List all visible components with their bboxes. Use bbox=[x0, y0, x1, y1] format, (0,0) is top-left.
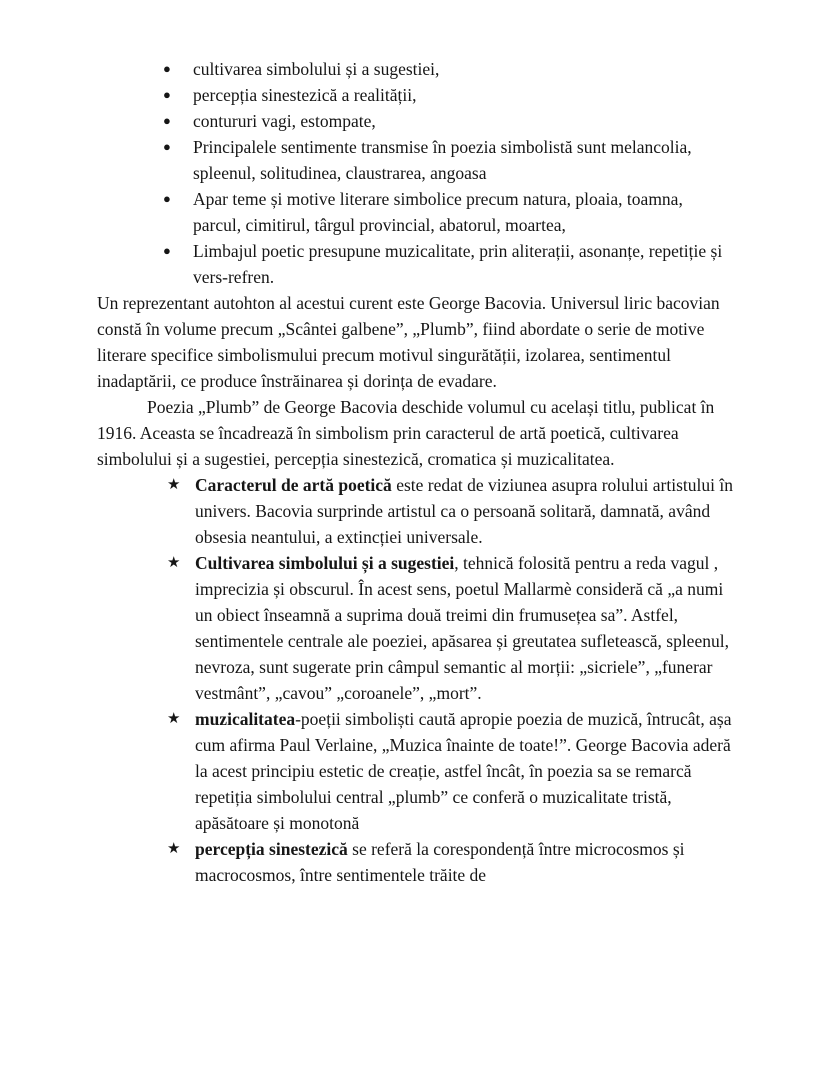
star-item-text bbox=[195, 550, 734, 706]
star-item-lead: percepția sinestezică bbox=[195, 839, 348, 859]
list-item bbox=[163, 56, 734, 82]
bullet-icon: ● bbox=[163, 87, 171, 102]
bullet-icon: ● bbox=[163, 243, 171, 258]
bullet-icon: ● bbox=[163, 139, 171, 154]
list-item bbox=[163, 238, 734, 290]
star-item-text bbox=[195, 836, 734, 888]
star-icon: ★ bbox=[167, 477, 181, 493]
bullet-icon: ● bbox=[163, 191, 171, 206]
bullet-item-text: Limbajul poetic presupune muzicalitate, prin aliterații, asonanțe, repetiție și vers-refren. bbox=[193, 241, 723, 287]
list-item bbox=[163, 82, 734, 108]
star-icon: ★ bbox=[167, 711, 181, 727]
star-item-lead: muzicalitatea bbox=[195, 709, 296, 729]
list-item bbox=[167, 550, 734, 706]
list-item bbox=[163, 186, 734, 238]
star-item-text bbox=[195, 706, 734, 836]
bullet-item-text: Apar teme și motive literare simbolice precum natura, ploaia, toamna, parcul, cimitirul, târgul provincial, abatorul, moartea, bbox=[193, 189, 683, 235]
bullet-item-text: contururi vagi, estompate, bbox=[193, 111, 376, 131]
star-icon: ★ bbox=[167, 555, 181, 571]
star-icon: ★ bbox=[167, 841, 181, 857]
list-item bbox=[167, 836, 734, 888]
star-item-rest: se referă la corespondență între microcosmos și macrocosmos, între sentimentele trăite de bbox=[195, 839, 685, 885]
star-item-rest: , tehnică folosită pentru a reda vagul , imprecizia și obscurul. În acest sens, poetul Mallarmè consideră că „a numi un obiect înseamnă a suprima două treimi din frumusețea sa”. Astfel, sentimentele centrale ale poeziei, apăsarea și greutatea sufletească, spleenul, nevroza, sunt sugerate prin câmpul semantic al morții: „sicriele”, „funerar vestmânt”, „cavou” „coroanele”, „mort”. bbox=[195, 553, 729, 703]
bullet-item-text: cultivarea simbolului și a sugestiei, bbox=[193, 59, 440, 79]
bullet-icon: ● bbox=[163, 61, 171, 76]
star-item-lead: Cultivarea simbolului și a sugestiei bbox=[195, 553, 455, 573]
bullet-list bbox=[97, 56, 734, 290]
list-item bbox=[167, 472, 734, 550]
list-item bbox=[167, 706, 734, 836]
list-item bbox=[163, 134, 734, 186]
star-item-rest: -poeții simboliști caută apropie poezia de muzică, întrucât, așa cum afirma Paul Verlaine, „Muzica înainte de toate!”. George Bacovia aderă la acest principiu estetic de creație, astfel încât, în poezia sa se remarcă repetiția simbolului central „plumb” ce conferă o muzicalitate tristă, apăsătoare și monotonă bbox=[195, 709, 732, 833]
star-item-lead: Caracterul de artă poetică bbox=[195, 475, 392, 495]
star-item-text bbox=[195, 472, 734, 550]
paragraph-plumb-intro: Poezia „Plumb” de George Bacovia deschide volumul cu același titlu, publicat în 1916. Aceasta se încadrează în simbolism prin caracterul de artă poetică, cultivarea simbolului și a sugestiei, percepția sinestezică, cromatica și muzicalitatea. bbox=[97, 397, 715, 469]
star-list bbox=[97, 472, 734, 888]
bullet-icon: ● bbox=[163, 113, 171, 128]
bullet-item-text: percepția sinestezică a realității, bbox=[193, 85, 417, 105]
bullet-item-text: Principalele sentimente transmise în poezia simbolistă sunt melancolia, spleenul, solitudinea, claustrarea, angoasa bbox=[193, 137, 692, 183]
paragraph-bacovia-intro: Un reprezentant autohton al acestui curent este George Bacovia. Universul liric bacovian constă în volume precum „Scântei galbene”, „Plumb”, fiind abordate o serie de motive literare specifice simbolismului precum motivul singurătății, izolarea, sentimentul inadaptării, ce produce înstrăinarea și dorința de evadare. bbox=[97, 293, 720, 391]
star-item-rest: este redat de viziunea asupra rolului artistului în univers. Bacovia surprinde artistul ca o persoană solitară, damnată, având obsesia neantului, a extincției universale. bbox=[195, 475, 733, 547]
list-item bbox=[163, 108, 734, 134]
